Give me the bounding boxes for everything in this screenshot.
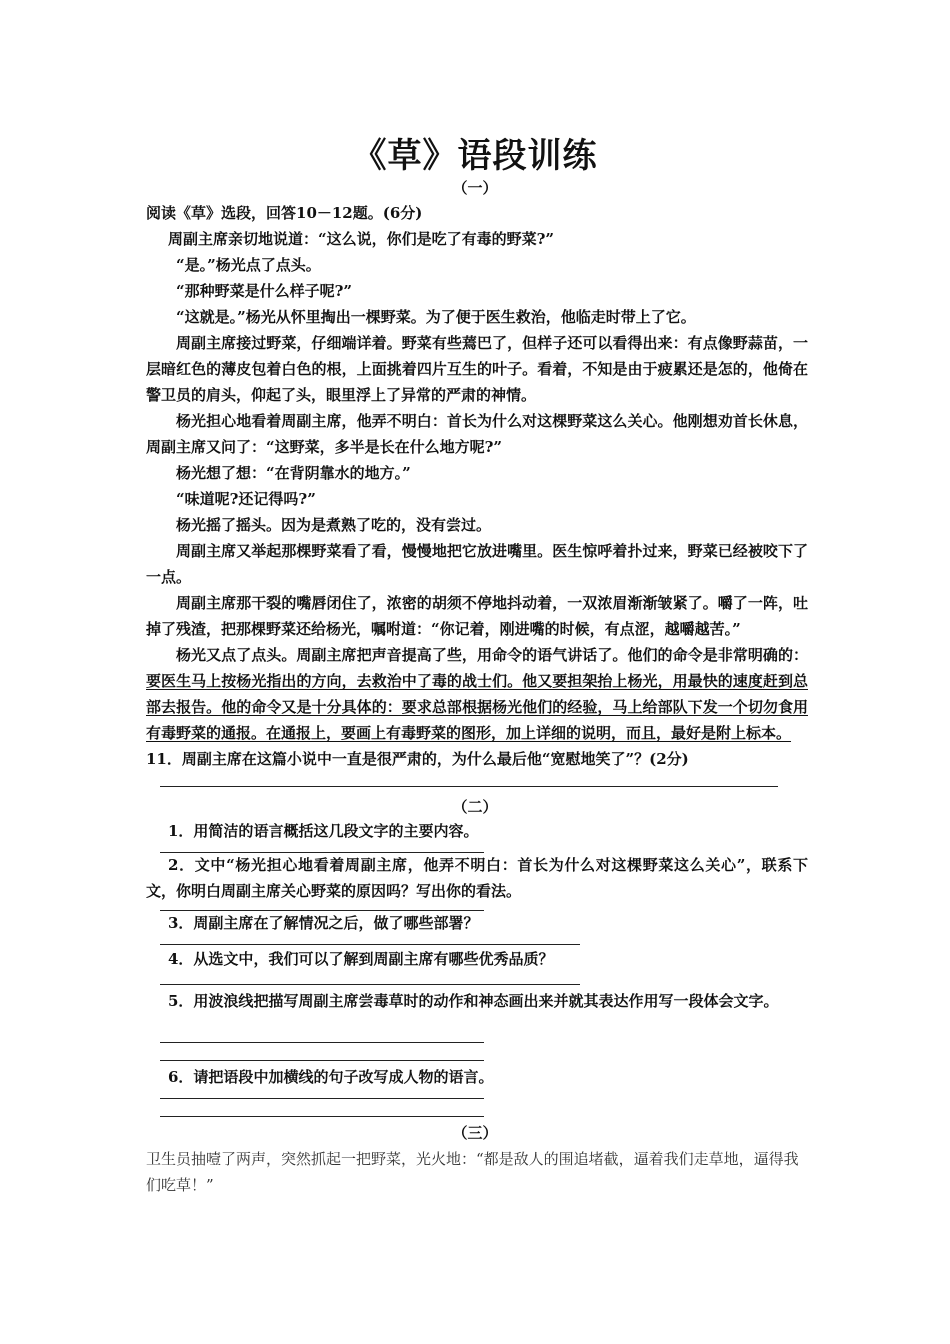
- paragraph: “味道呢?还记得吗?”: [176, 490, 316, 508]
- section-3-text: 卫生员抽噎了两声，突然抓起一把野菜，光火地：“都是敌人的围追堵截，逼着我们走草地，逼得我们吃草！”: [146, 1150, 799, 1194]
- paragraph-plain-text: 杨光又点了点头。周副主席把声音提高了些，用命令的语气讲话了。他们的命令是非常明确的：: [176, 646, 808, 664]
- paragraph-with-underline: [146, 642, 808, 746]
- question-2: 2．文中“杨光担心地看着周副主席，他弄不明白：首长为什么对这棵野菜这么关心”，联系下文，你明白周副主席关心野菜的原因吗？写出你的看法。: [146, 856, 808, 900]
- answer-line: [160, 1116, 484, 1117]
- section-2-q5: [146, 988, 808, 1014]
- answer-line: [160, 1042, 484, 1043]
- paragraph: 周副主席又举起那棵野菜看了看，慢慢地把它放进嘴里。医生惊呼着扑过来，野菜已经被咬下了一点。: [146, 542, 808, 586]
- question-6: 6．请把语段中加横线的句子改写成人物的语言。: [168, 1068, 494, 1086]
- section-2-q3: [146, 910, 808, 936]
- question-5: 5．用波浪线把描写周副主席尝毒草时的动作和神态画出来并就其表达作用写一段体会文字。: [168, 992, 779, 1010]
- section-2-q1: [146, 818, 808, 844]
- paragraph: 周副主席亲切地说道：“这么说，你们是吃了有毒的野菜?”: [168, 230, 555, 248]
- section-2-label: （二）: [452, 798, 498, 816]
- underlined-sentences: 要医生马上按杨光指出的方向，去救治中了毒的战士们。他又要担架抬上杨光，用最快的速度赶到总部去报告。他的命令又是十分具体的：要求总部根据杨光他们的经验，马上给部队下发一个切勿食用有毒野菜的通报。在通报上，要画上有毒野菜的图形，加上详细的说明，而且，最好是附上标本。: [146, 672, 808, 742]
- paragraph: “那种野菜是什么样子呢?”: [176, 282, 353, 300]
- answer-line: [160, 1098, 484, 1099]
- question-1: 1．用简洁的语言概括这几段文字的主要内容。: [168, 822, 479, 840]
- paragraph: 杨光想了想：“在背阴靠水的地方。”: [176, 464, 411, 482]
- answer-line: [160, 786, 778, 787]
- paragraph: “是。”杨光点了点头。: [176, 256, 321, 274]
- answer-line: [160, 984, 580, 985]
- paragraph: 杨光摇了摇头。因为是煮熟了吃的，没有尝过。: [176, 516, 492, 534]
- section-1-label: （一）: [452, 179, 498, 197]
- answer-line: [160, 1060, 484, 1061]
- paragraph: 周副主席接过野菜，仔细端详着。野菜有些蔫巴了，但样子还可以看得出来：有点像野蒜苗，一层暗红色的薄皮包着白色的根，上面挑着四片互生的叶子。看着，不知是由于疲累还是怎的，他倚在警卫员的肩头，仰起了头，眼里浮上了异常的严肃的神情。: [146, 334, 808, 404]
- paragraph: 杨光担心地看着周副主席，他弄不明白：首长为什么对这棵野菜这么关心。他刚想劝首长休息，周副主席又问了：“这野菜，多半是长在什么地方呢?”: [146, 412, 808, 456]
- section-1-instruction: 阅读《草》选段，回答10－12题。(6分): [146, 204, 423, 222]
- question-11: 11．周副主席在这篇小说中一直是很严肃的，为什么最后他“宽慰地笑了”？(2分): [146, 750, 689, 768]
- section-2-q4: [146, 946, 808, 972]
- answer-line: [160, 944, 580, 945]
- page-title: 《草》语段训练: [352, 136, 598, 176]
- question-4: 4．从选文中，我们可以了解到周副主席有哪些优秀品质？: [168, 950, 554, 968]
- section-3-label: （三）: [452, 1124, 498, 1142]
- section-2-q2: [146, 852, 808, 904]
- question-3: 3．周副主席在了解情况之后，做了哪些部署？: [168, 914, 479, 932]
- paragraph: 周副主席那干裂的嘴唇闭住了，浓密的胡须不停地抖动着，一双浓眉渐渐皱紧了。嚼了一阵，吐掉了残渣，把那棵野菜还给杨光，嘱咐道：“你记着，刚进嘴的时候，有点涩，越嚼越苦。”: [146, 594, 808, 638]
- section-2-q6: [146, 1064, 808, 1090]
- section-1-body: [146, 200, 808, 772]
- paragraph: “这就是。”杨光从怀里掏出一棵野菜。为了便于医生救治，他临走时带上了它。: [176, 308, 696, 326]
